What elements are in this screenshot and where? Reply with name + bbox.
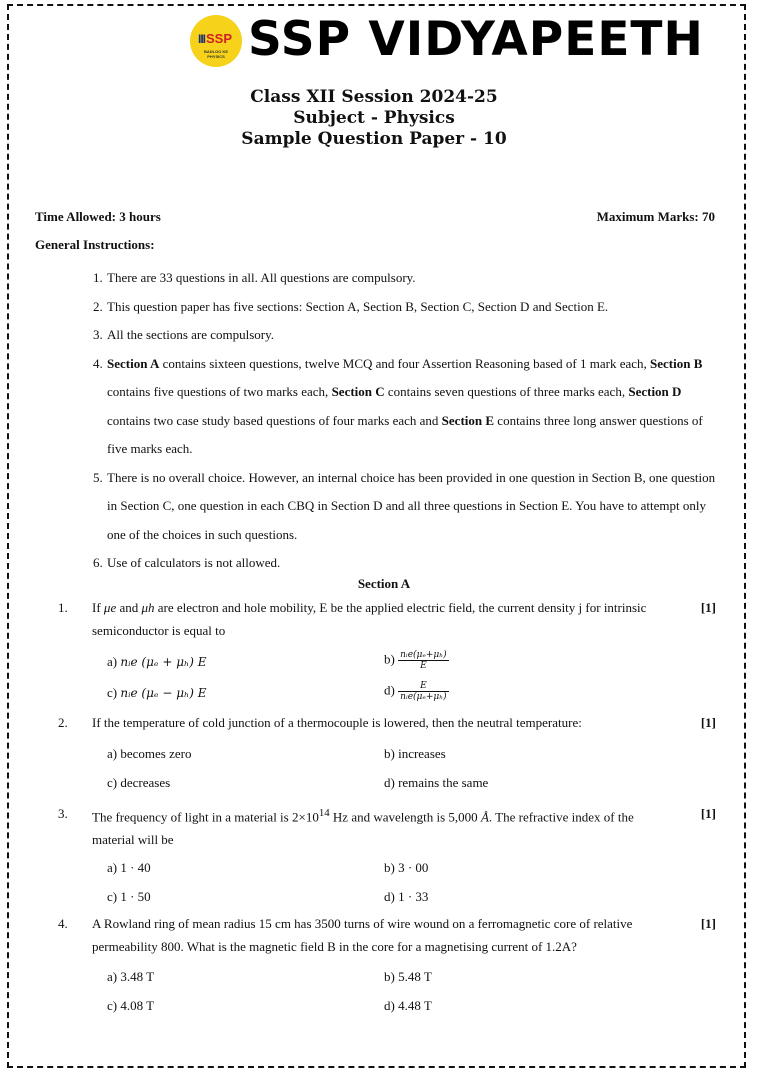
logo-text: SSP [206,31,233,46]
instructions-list [93,264,718,578]
instruction-item: 6. Use of calculators is not allowed. [93,555,281,570]
instruction-item: 1. There are 33 questions in all. All questions are compulsory. [93,270,416,285]
question-text: If the temperature of cold junction of a thermocouple is lowered, then the neutral temperature: [92,715,582,730]
time-allowed: Time Allowed: 3 hours [35,209,161,224]
section-a-heading: Section A [357,576,411,591]
option-b[interactable]: b) 3 · 00 [384,860,429,875]
instruction-item: 2. This question paper has five sections: Section A, Section B, Section C, Section D and Section E. [93,298,609,314]
instruction-item: 3. All the sections are compulsory. [93,327,275,342]
logo-tagline: BADLOO KE PHYSICS [204,49,228,59]
question-text: If μe and μh are electron and hole mobility, E be the applied electric field, the current density j for intrinsic semiconductor is equal to [92,600,647,638]
instruction-item: 5. There is no overall choice. However, an internal choice has been provided in one question in Section B, one question in Section C, one question in each CBQ in Section D and all three questions in Section E. You have to attempt only one of the choices in such questions. [93,469,716,542]
option-c[interactable]: c) nᵢe (μₑ − μₕ) E [107,685,207,700]
logo-bars-icon: III [198,32,206,46]
marks: [1] [700,806,716,821]
option-b[interactable]: b) $\frac{\text{nᵢe(μₑ+μₕ)}}{E}$ [384,650,447,671]
option-c[interactable]: c) 4.08 T [107,998,155,1013]
meta-row [35,209,715,225]
brand-title: SSP VIDYAPEETH [248,12,704,67]
marks: [1] [700,715,716,730]
maximum-marks: Maximum Marks: 70 [596,209,715,224]
class-session: Class XII Session 2024-25 [250,87,498,107]
option-d[interactable]: d) 4.48 T [384,998,432,1013]
option-d[interactable]: d) remains the same [384,775,489,790]
option-d[interactable]: d) 1 · 33 [384,889,429,904]
option-a[interactable]: a) becomes zero [107,746,192,761]
paper-titles [0,87,748,150]
option-b[interactable]: b) 5.48 T [384,969,432,984]
general-instructions-heading: General Instructions: [35,237,155,252]
question-text: The frequency of light in a material is $2\times 10^{14}$ Hz and wavelength is 5,000 Å. The refractive index of the material will be [92,807,634,848]
option-d[interactable]: d) $\frac{E}{\text{nᵢe(μₑ+μₕ)}}$ [384,681,447,702]
header [190,12,750,72]
option-a[interactable]: a) 3.48 T [107,969,155,984]
question-text: A Rowland ring of mean radius 15 cm has 3500 turns of wire wound on a ferromagnetic core of relative permeability 800. What is the magnetic field B in the core for a magnetising current of 1.2A? [92,916,633,954]
option-a[interactable]: a) nᵢe (μₑ + μₕ) E [107,654,207,669]
option-c[interactable]: c) decreases [107,775,171,790]
option-c[interactable]: c) 1 · 50 [107,889,151,904]
marks: [1] [700,600,716,615]
option-b[interactable]: b) increases [384,746,446,761]
paper-title: Sample Question Paper - 10 [241,129,507,149]
marks: [1] [700,916,716,931]
option-a[interactable]: a) 1 · 40 [107,860,151,875]
logo [190,15,242,67]
instruction-item: 4. Section A contains sixteen questions, twelve MCQ and four Assertion Reasoning based of 1 mark each, Section B contains five questions of two marks each, Section C contains seven questions of three marks each, Section D contains two case study based questions of four marks each and Section E contains three long answer questions of five marks each. [93,355,703,456]
subject: Subject - Physics [293,108,455,128]
